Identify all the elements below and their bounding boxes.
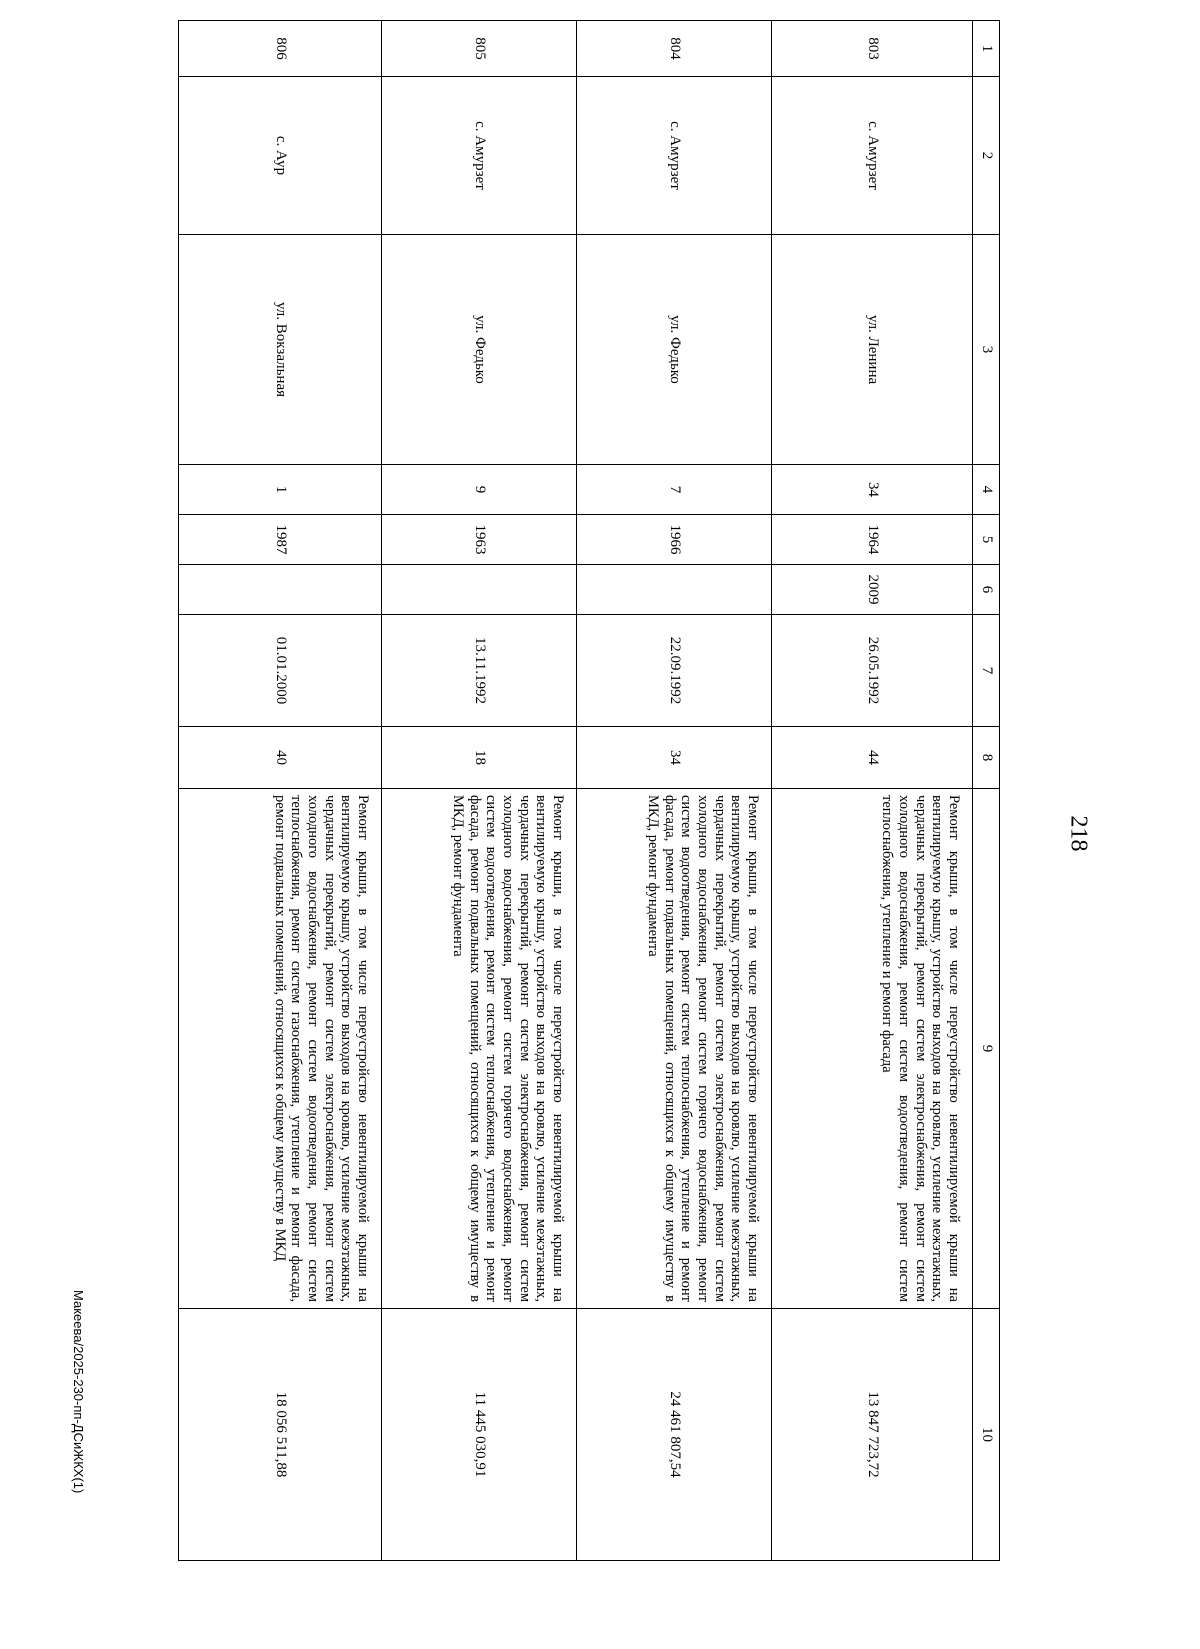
settlement: с. Амурзет [772,77,973,235]
col-header: 10 [973,1309,1000,1561]
col-header: 3 [973,235,1000,465]
house-number: 34 [772,465,973,515]
col-header: 1 [973,21,1000,77]
date: 22.09.1992 [577,615,772,727]
col-header: 6 [973,565,1000,615]
year-overhaul: 2009 [772,565,973,615]
year-overhaul [382,565,577,615]
date: 13.11.1992 [382,615,577,727]
table-row [577,21,772,1561]
cost: 11 445 030,91 [382,1309,577,1561]
value-col8: 44 [772,727,973,789]
works-description: Ремонт крыши, в том числе переустройство невентилируемой крыши на вентилируемую крышу, устройство выходов на кровлю, усиление межэтажных, чердачных перекрытий, ремонт систем электроснабжения, ремонт систем холодного водоснабжения, ремонт систем горячего водоснабжения, ремонт систем водоотведения, ремонт систем теплоснабжения, утепление и ремонт фасада, ремонт подвальных помещений, относящихся к общему имуществу в МКД, ремонт фундамента [382,789,577,1309]
year-built: 1966 [577,515,772,565]
works-description: Ремонт крыши, в том числе переустройство невентилируемой крыши на вентилируемую крышу, устройство выходов на кровлю, усиление межэтажных, чердачных перекрытий, ремонт систем электроснабжения, ремонт систем холодного водоснабжения, ремонт систем водоотведения, ремонт систем теплоснабжения, ремонт систем газоснабжения, утепление и ремонт фасада, ремонт подвальных помещений, относящихся к общему имуществу в МКД [179,789,382,1309]
settlement: с. Амурзет [577,77,772,235]
house-number: 7 [577,465,772,515]
footer-reference: Макеева/2025-230-пп-ДСиЖКХ(1) [71,1290,86,1494]
buildings-table [178,20,1000,1561]
year-built: 1963 [382,515,577,565]
col-header: 8 [973,727,1000,789]
col-header: 9 [973,789,1000,1309]
street: ул. Федько [577,235,772,465]
year-built: 1964 [772,515,973,565]
street: ул. Ленина [772,235,973,465]
works-description: Ремонт крыши, в том числе переустройство невентилируемой крыши на вентилируемую крышу, устройство выходов на кровлю, усиление межэтажных, чердачных перекрытий, ремонт систем электроснабжения, ремонт систем холодного водоснабжения, ремонт систем водоотведения, ремонт систем теплоснабжения, утепление и ремонт фасада [772,789,973,1309]
value-col8: 40 [179,727,382,789]
col-header: 5 [973,515,1000,565]
table-row [179,21,382,1561]
row-number: 806 [179,21,382,77]
house-number: 9 [382,465,577,515]
cost: 18 056 511,88 [179,1309,382,1561]
settlement: с. Аур [179,77,382,235]
year-built: 1987 [179,515,382,565]
page-number: 218 [1065,815,1092,852]
year-overhaul [577,565,772,615]
col-header: 2 [973,77,1000,235]
cost: 13 847 723,72 [772,1309,973,1561]
table-row [382,21,577,1561]
value-col8: 18 [382,727,577,789]
street: ул. Вокзальная [179,235,382,465]
col-header: 4 [973,465,1000,515]
works-description: Ремонт крыши, в том числе переустройство невентилируемой крыши на вентилируемую крышу, устройство выходов на кровлю, усиление межэтажных, чердачных перекрытий, ремонт систем электроснабжения, ремонт систем холодного водоснабжения, ремонт систем горячего водоснабжения, ремонт систем водоотведения, ремонт систем теплоснабжения, утепление и ремонт фасада, ремонт подвальных помещений, относящихся к общему имуществу в МКД, ремонт фундамента [577,789,772,1309]
header-row [973,21,1000,1561]
settlement: с. Амурзет [382,77,577,235]
row-number: 805 [382,21,577,77]
street: ул. Федько [382,235,577,465]
row-number: 803 [772,21,973,77]
house-number: 1 [179,465,382,515]
row-number: 804 [577,21,772,77]
rotated-sheet [120,20,1000,1560]
table-row [772,21,973,1561]
value-col8: 34 [577,727,772,789]
date: 01.01.2000 [179,615,382,727]
col-header: 7 [973,615,1000,727]
year-overhaul [179,565,382,615]
date: 26.05.1992 [772,615,973,727]
cost: 24 461 807,54 [577,1309,772,1561]
